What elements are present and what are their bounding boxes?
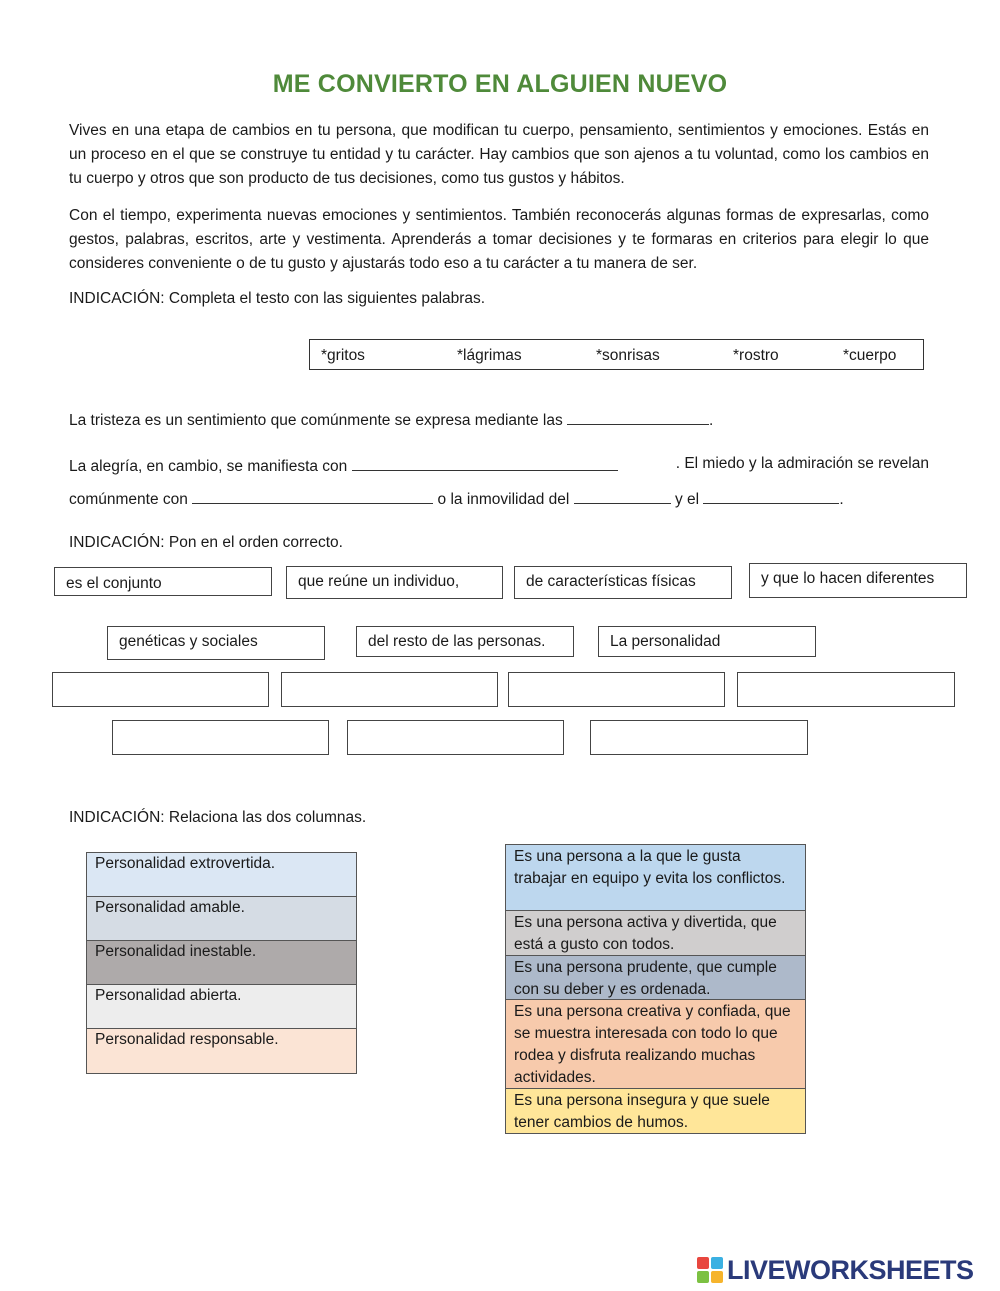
logo-mark-icon (697, 1257, 723, 1283)
drag-tile[interactable]: del resto de las personas. (356, 626, 574, 657)
liveworksheets-logo (697, 1255, 974, 1285)
word-bank-item: *lágrimas (457, 347, 522, 364)
word-bank-item: *cuerpo (843, 347, 897, 364)
right-item[interactable]: Es una persona prudente, que cumple con su deber y es ordenada. (506, 956, 805, 1000)
word-bank-item: *gritos (321, 347, 365, 364)
drop-slot-1[interactable] (52, 672, 269, 707)
drag-tile[interactable]: La personalidad (598, 626, 816, 657)
blank-input-1[interactable] (567, 409, 709, 425)
logo-square (697, 1271, 709, 1283)
page-title: ME CONVIERTO EN ALGUIEN NUEVO (272, 70, 728, 98)
blank-input-3[interactable] (192, 488, 433, 504)
drag-tile[interactable]: que reúne un individuo, (286, 566, 503, 599)
right-item[interactable]: Es una persona a la que le gusta trabajar en equipo y evita los conflictos. (506, 845, 805, 911)
sentence-2-line-2: comúnmente con o la inmovilidad del y el . (69, 488, 844, 509)
left-column (86, 852, 357, 1074)
drop-slot-7[interactable] (590, 720, 808, 755)
indication-complete-text: INDICACIÓN: Completa el testo con las siguientes palabras. (69, 290, 486, 307)
drop-slot-2[interactable] (281, 672, 498, 707)
word-bank (309, 339, 924, 370)
right-item[interactable]: Es una persona insegura y que suele tener cambios de humos. (506, 1089, 805, 1133)
left-item[interactable]: Personalidad extrovertida. (87, 853, 356, 897)
drag-tile[interactable]: es el conjunto (54, 567, 272, 596)
logo-square (697, 1257, 709, 1269)
sentence-2-line-1: La alegría, en cambio, se manifiesta con . El miedo y la admiración se revelan (69, 455, 929, 475)
left-item[interactable]: Personalidad inestable. (87, 941, 356, 985)
left-item[interactable]: Personalidad responsable. (87, 1029, 356, 1073)
blank-input-4[interactable] (574, 488, 671, 504)
right-column (505, 844, 806, 1134)
sentence-1: La tristeza es un sentimiento que comúnmente se expresa mediante las . (69, 409, 713, 430)
logo-text: LIVEWORKSHEETS (727, 1254, 974, 1285)
left-item[interactable]: Personalidad amable. (87, 897, 356, 941)
blank-input-2[interactable] (352, 455, 618, 471)
logo-square (711, 1271, 723, 1283)
drag-tile[interactable]: y que lo hacen diferentes (749, 563, 967, 598)
logo-square (711, 1257, 723, 1269)
word-bank-item: *sonrisas (596, 347, 660, 364)
drop-slot-5[interactable] (112, 720, 329, 755)
intro-paragraph-2: Con el tiempo, experimenta nuevas emociones y sentimientos. También reconocerás algunas formas de expresarlas, como gestos, palabras, escritos, arte y vestimenta. Aprenderás a tomar decisiones y te formaras en criterios para elegir lo que consideres conveniente o de tu gusto y ajustarás todo eso a tu carácter a tu manera de ser. (69, 207, 929, 272)
intro-paragraph-1: Vives en una etapa de cambios en tu persona, que modifican tu cuerpo, pensamiento, sentimientos y emociones. Estás en un proceso en el que se construye tu entidad y tu carácter. Hay cambios que son ajenos a tu voluntad, como los cambios en tu cuerpo y otros que son producto de tus decisiones, como tus gustos y hábitos. (69, 122, 929, 187)
right-item[interactable]: Es una persona activa y divertida, que está a gusto con todos. (506, 911, 805, 956)
drag-tile[interactable]: de características físicas (514, 566, 732, 599)
indication-order: INDICACIÓN: Pon en el orden correcto. (69, 534, 343, 551)
indication-match: INDICACIÓN: Relaciona las dos columnas. (69, 809, 367, 826)
drop-slot-4[interactable] (737, 672, 955, 707)
drop-slot-3[interactable] (508, 672, 725, 707)
drop-slot-6[interactable] (347, 720, 564, 755)
right-item[interactable]: Es una persona creativa y confiada, que se muestra interesada con todo lo que rodea y disfruta realizando muchas actividades. (506, 1000, 805, 1089)
left-item[interactable]: Personalidad abierta. (87, 985, 356, 1029)
word-bank-item: *rostro (733, 347, 779, 364)
drag-tile[interactable]: genéticas y sociales (107, 626, 325, 660)
blank-input-5[interactable] (703, 488, 839, 504)
